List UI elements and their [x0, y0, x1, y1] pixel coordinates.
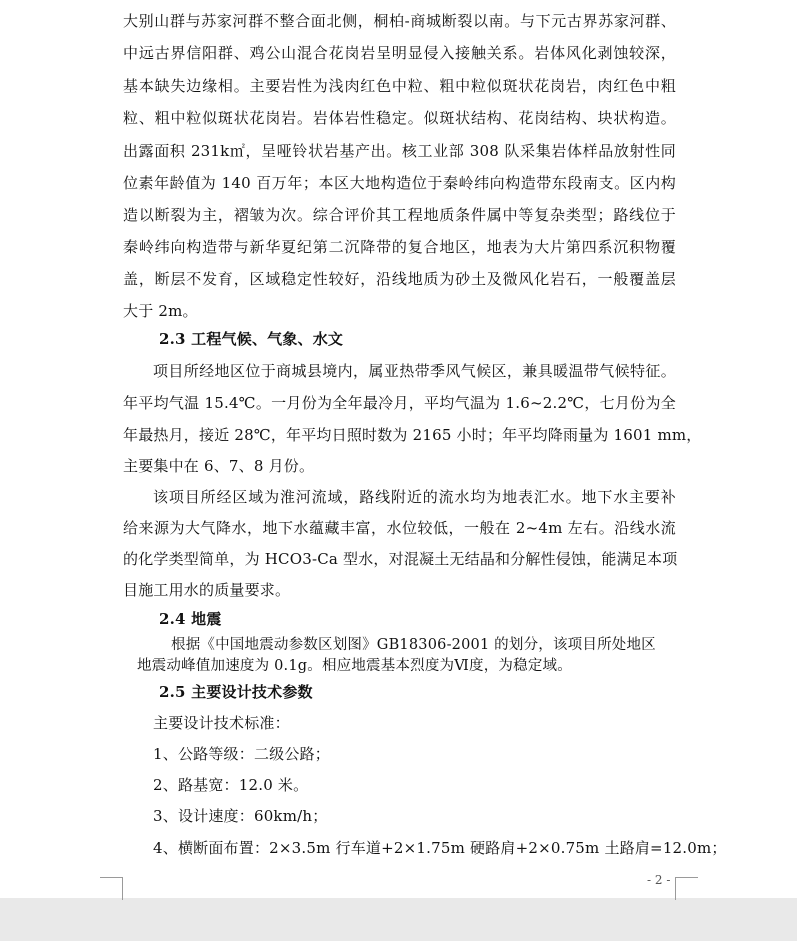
- text-line: 基本缺失边缘相。主要岩性为浅肉红色中粒、粗中粒似斑状花岗岩，肉红色中粗: [123, 77, 676, 95]
- page-gap: [0, 898, 797, 941]
- text-line: 年平均气温 15.4℃。一月份为全年最冷月，平均气温为 1.6~2.2℃，七月份为全: [123, 394, 676, 412]
- text-line: 年最热月，接近 28℃，年平均日照时数为 2165 小时；年平均降雨量为 1601 mm，: [123, 426, 702, 444]
- text-line: 位素年龄值为 140 百万年；本区大地构造位于秦岭纬向构造带东段南支。区内构: [123, 174, 676, 192]
- text-line: 主要集中在 6、7、8 月份。: [123, 457, 315, 475]
- section-heading-2-4: 2.4 地震: [159, 610, 222, 628]
- margin-corner-mark-right: [675, 877, 698, 900]
- text-line: 项目所经地区位于商城县境内，属亚热带季风气候区，兼具暖温带气候特征。: [153, 362, 676, 380]
- list-item: 1、公路等级：二级公路；: [153, 745, 330, 763]
- text-line: 大于 2m。: [123, 302, 198, 320]
- text-line: 出露面积 231k㎡，呈哑铃状岩基产出。核工业部 308 队采集岩体样品放射性同: [123, 142, 676, 160]
- text-line: 盖，断层不发育，区域稳定性较好，沿线地质为砂土及微风化岩石，一般覆盖层: [123, 270, 676, 288]
- list-item: 4、横断面布置：2×3.5m 行车道+2×1.75m 硬路肩+2×0.75m 土路肩=12.0m；: [153, 839, 727, 857]
- text-line: 中远古界信阳群、鸡公山混合花岗岩呈明显侵入接触关系。岩体风化剥蚀较深，: [123, 44, 676, 62]
- text-line: 主要设计技术标准：: [153, 714, 290, 732]
- text-line: 造以断裂为主，褶皱为次。综合评价其工程地质条件属中等复杂类型；路线位于: [123, 206, 676, 224]
- list-item: 3、设计速度：60km/h；: [153, 807, 328, 825]
- page-number: - 2 -: [647, 873, 671, 887]
- text-line: 大别山群与苏家河群不整合面北侧，桐柏-商城断裂以南。与下元古界苏家河群、: [123, 12, 676, 30]
- section-heading-2-3: 2.3 工程气候、气象、水文: [159, 330, 344, 348]
- text-line: 秦岭纬向构造带与新华夏纪第二沉降带的复合地区，地表为大片第四系沉积物覆: [123, 238, 676, 256]
- text-line: 地震动峰值加速度为 0.1g。相应地震基本烈度为Ⅵ度，为稳定域。: [137, 658, 572, 674]
- margin-corner-mark-left: [100, 877, 123, 900]
- text-line: 根据《中国地震动参数区划图》GB18306-2001 的划分，该项目所处地区: [171, 637, 656, 653]
- text-line: 目施工用水的质量要求。: [123, 581, 291, 599]
- list-item: 2、路基宽：12.0 米。: [153, 776, 309, 794]
- section-heading-2-5: 2.5 主要设计技术参数: [159, 683, 313, 701]
- text-line: 的化学类型简单，为 HCO3-Ca 型水，对混凝土无结晶和分解性侵蚀，能满足本项: [123, 550, 678, 568]
- text-line: 该项目所经区域为淮河流域，路线附近的流水均为地表汇水。地下水主要补: [153, 488, 676, 506]
- text-line: 给来源为大气降水，地下水蕴藏丰富，水位较低，一般在 2~4m 左右。沿线水流: [123, 519, 676, 537]
- text-line: 粒、粗中粒似斑状花岗岩。岩体岩性稳定。似斑状结构、花岗结构、块状构造。: [123, 109, 676, 127]
